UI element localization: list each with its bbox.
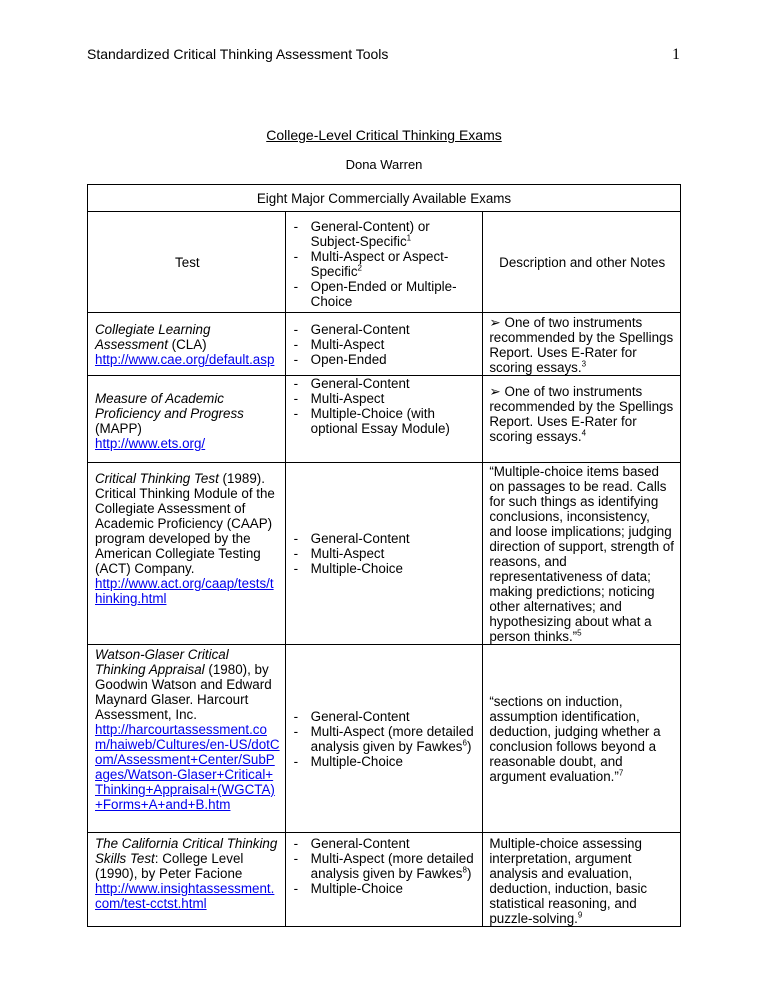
page-number: 1 [672,46,680,63]
test-name: The California Critical Thinking Skills Test [95,836,278,866]
classification-item: - Multi-Aspect [286,337,483,352]
description-cell: Multiple-choice assessing interpretation, argument analysis and evaluation, deduction, induction, basic statistical reasoning, and puzzle-solving.$^9$ [483,833,681,927]
description-cell: ➢ One of two instruments recommended by the Spellings Report. Uses E-Rater for scoring essays.$^3$ [483,313,681,376]
header-classification-item: - Multi-Aspect or Aspect-Specific$^2$ [286,249,483,279]
running-header-title: Standardized Critical Thinking Assessment Tools [87,46,389,62]
description-cell: “sections on induction, assumption identification, deduction, judging whether a conclusion follows beyond a reasonable doubt, and argument evaluation.”$^7$ [483,645,681,833]
test-cell: Critical Thinking Test (1989). Critical Thinking Module of the Collegiate Assessment of Academic Proficiency (CAAP) program developed by the American Collegiate Testing (ACT) Company. http://www.act.org/caap/tests/thinking.html [88,463,286,645]
document-author: Dona Warren [345,157,423,172]
test-name: Measure of Academic Proficiency and Progress [95,391,244,421]
classification-cell [285,463,483,645]
document-title: College-Level Critical Thinking Exams [266,127,502,143]
table-row [88,645,681,833]
table-header-row [88,212,681,313]
header-classification-item: - Open-Ended or Multiple-Choice [286,279,483,309]
table-caption-row [88,185,681,212]
test-cell: Measure of Academic Proficiency and Progress (MAPP) http://www.ets.org/ [88,376,286,463]
test-name: Collegiate Learning Assessment [95,322,211,352]
header-description-label: Description and other Notes [499,255,666,270]
classification-item: - General-Content [286,322,483,337]
test-link[interactable]: http://www.cae.org/default.asp [95,352,275,367]
description-cell: “Multiple-choice items based on passages to be read. Calls for such things as identifying conclusions, inconsistency, and loose implications; judging direction of support, strength of reasons, and representativeness of data; making predictions; noticing other alternatives; and hypothesizing about what a person thinks.”$^5$ [483,463,681,645]
classification-item: - General-Content [286,836,483,851]
table-row [88,463,681,645]
header-test-label: Test [175,255,200,270]
classification-item: - Multi-Aspect (more detailed analysis given by Fawkes$^8$) [286,851,483,881]
test-link[interactable]: http://www.insightassessment.com/test-cctst.html [95,881,275,911]
test-link[interactable]: http://www.ets.org/ [95,436,206,451]
classification-item: - Multi-Aspect [286,391,483,406]
classification-item: - Multiple-Choice (with optional Essay Module) [286,406,483,436]
classification-cell [285,313,483,376]
classification-item: - Multiple-Choice [286,881,483,896]
description-cell: ➢ One of two instruments recommended by the Spellings Report. Uses E-Rater for scoring essays.$^4$ [483,376,681,463]
test-cell: The California Critical Thinking Skills Test: College Level (1990), by Peter Facione http://www.insightassessment.com/test-cctst.html [88,833,286,927]
classification-item: - Multi-Aspect [286,546,483,561]
test-name: Critical Thinking Test [95,471,219,486]
test-name: Watson-Glaser Critical Thinking Appraisal [95,647,229,677]
classification-item: - Multi-Aspect (more detailed analysis given by Fawkes$^6$) [286,724,483,754]
test-cell: Collegiate Learning Assessment (CLA) http://www.cae.org/default.asp [88,313,286,376]
classification-item: - Multiple-Choice [286,561,483,576]
table-caption: Eight Major Commercially Available Exams [88,185,681,212]
classification-cell [285,645,483,833]
header-test [88,212,286,313]
classification-item: - Multiple-Choice [286,754,483,769]
header-description [483,212,681,313]
classification-item: - General-Content [286,709,483,724]
test-link[interactable]: http://harcourtassessment.com/haiweb/Cultures/en-US/dotCom/Assessment+Center/SubPages/Watson-Glaser+Critical+Thinking+Appraisal+(WGCTA)+Forms+A+and+B.htm [95,722,280,812]
header-classification [285,212,483,313]
table-row [88,313,681,376]
classification-cell [285,376,483,463]
classification-item: - Open-Ended [286,352,483,367]
classification-cell [285,833,483,927]
classification-item: - General-Content [286,376,483,391]
test-link[interactable]: http://www.act.org/caap/tests/thinking.html [95,576,274,606]
exams-table [87,184,681,927]
arrow-bullet-icon: ➢ [489,384,501,399]
table-row [88,376,681,463]
test-cell: Watson-Glaser Critical Thinking Appraisal (1980), by Goodwin Watson and Edward Maynard Glaser. Harcourt Assessment, Inc. http://harcourtassessment.com/haiweb/Cultures/en-US/dotCom/Assessment+Center/SubPages/Watson-Glaser+Critical+Thinking+Appraisal+(WGCTA)+Forms+A+and+B.htm [88,645,286,833]
classification-item: - General-Content [286,531,483,546]
table-row [88,833,681,927]
header-classification-item: - General-Content) or Subject-Specific$^1$ [286,219,483,249]
arrow-bullet-icon: ➢ [489,315,501,330]
